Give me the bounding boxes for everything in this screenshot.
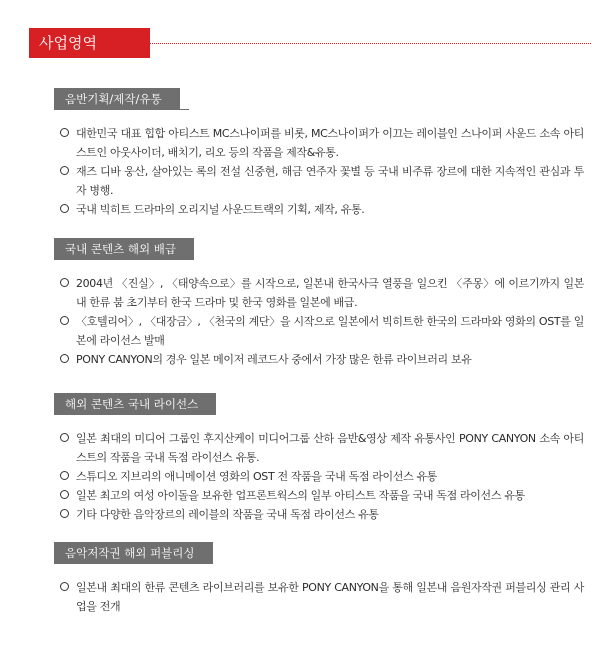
list-item: PONY CANYON의 경우 일본 메이저 레코드사 중에서 가장 많은 한류 라이브러리 보유 xyxy=(54,350,584,369)
list-item: 대한민국 대표 힙합 아티스트 MC스나이퍼를 비롯, MC스나이퍼가 이끄는 레이블인 스나이퍼 사운드 소속 아티스트인 아웃사이더, 배치기, 리오 등의 작품을 제작&유통. xyxy=(54,124,584,162)
list-item: 〈호텔리어〉, 〈대장금〉, 〈천국의 계단〉을 시작으로 일본에서 빅히트한 한국의 드라마와 영화의 OST를 일본에 라이선스 발매 xyxy=(54,312,584,350)
section-underline xyxy=(54,414,189,415)
page-title: 사업영역 xyxy=(29,28,150,58)
list-item: 2004년 〈진실〉, 〈태양속으로〉를 시작으로, 일본내 한국사극 열풍을 일으킨 〈주몽〉에 이르기까지 일본내 한류 붐 초기부터 한국 드라마 및 한국 영화를 일본에 배급. xyxy=(54,274,584,312)
list-item: 재즈 디바 웅산, 살아있는 록의 전설 신중현, 해금 연주자 꽃별 등 국내 비주류 장르에 대한 지속적인 관심과 투자 병행. xyxy=(54,162,584,200)
bullet-icon xyxy=(60,433,69,442)
bullet-icon xyxy=(60,316,69,325)
section-domestic-license xyxy=(54,393,584,524)
bullet-icon xyxy=(60,204,69,213)
bullet-icon xyxy=(60,582,69,591)
list-item: 일본내 최대의 한류 콘텐츠 라이브러리를 보유한 PONY CANYON을 통해 일본내 음원자작권 퍼블리싱 관리 사업을 전개 xyxy=(54,578,584,616)
section-title: 음악저작권 해외 퍼블리싱 xyxy=(54,542,213,564)
section-title: 국내 콘텐츠 해외 배급 xyxy=(54,238,194,260)
bullet-icon xyxy=(60,471,69,480)
section-music-publishing xyxy=(54,542,584,616)
section-underline xyxy=(54,563,189,564)
bullet-icon xyxy=(60,278,69,287)
bullet-icon xyxy=(60,490,69,499)
page-header xyxy=(29,28,591,58)
section-underline xyxy=(54,109,189,110)
bullet-icon xyxy=(60,128,69,137)
bullet-icon xyxy=(60,166,69,175)
list-item: 스튜디오 지브리의 애니메이션 영화의 OST 전 작품을 국내 독점 라이선스 유통 xyxy=(54,467,584,486)
section-underline xyxy=(54,259,189,260)
list-item: 국내 빅히트 드라마의 오리지널 사운드트랙의 기획, 제작, 유통. xyxy=(54,200,584,219)
section-overseas-distribution xyxy=(54,238,584,369)
list-item: 일본 최대의 미디어 그룹인 후지산케이 미디어그룹 산하 음반&영상 제작 유통사인 PONY CANYON 소속 아티스트의 작품을 국내 독점 라이선스 유통. xyxy=(54,429,584,467)
header-divider xyxy=(150,43,591,44)
list-item: 기타 다양한 음악장르의 레이블의 작품을 국내 독점 라이선스 유통 xyxy=(54,505,584,524)
bullet-icon xyxy=(60,509,69,518)
section-title: 해외 콘텐츠 국내 라이선스 xyxy=(54,393,216,415)
list-item: 일본 최고의 여성 아이돌을 보유한 업프론트웍스의 일부 아티스트 작품을 국내 독점 라이선스 유통 xyxy=(54,486,584,505)
section-album-production xyxy=(54,88,584,219)
bullet-icon xyxy=(60,354,69,363)
section-title: 음반기획/제작/유통 xyxy=(54,88,180,110)
